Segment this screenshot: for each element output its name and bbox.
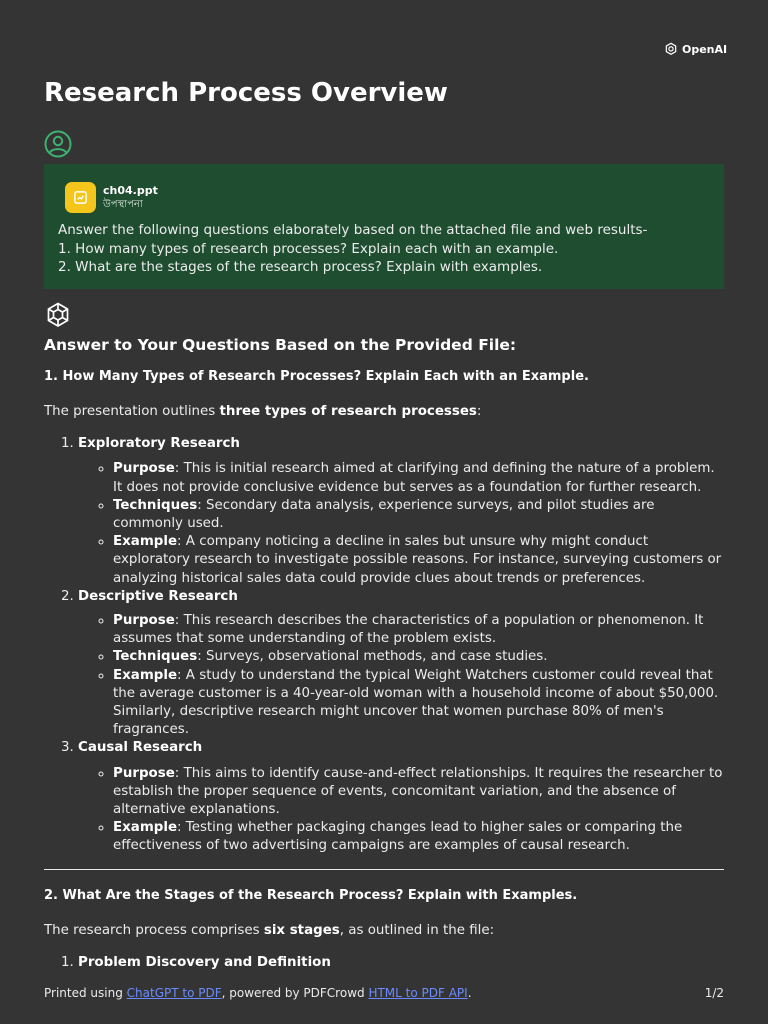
message-line: 1. How many types of research processes? Explain each with an example. xyxy=(58,240,559,257)
type-title: 3. Causal Research xyxy=(78,740,203,756)
presentation-file-icon xyxy=(65,182,96,213)
type-details xyxy=(78,612,724,739)
footer-text: , powered by PDFCrowd xyxy=(221,986,369,1000)
user-message xyxy=(44,164,724,289)
chatgpt-to-pdf-link[interactable]: ChatGPT to PDF xyxy=(126,986,222,1000)
file-type: উপস্থাপনা xyxy=(103,199,143,210)
file-attachment[interactable] xyxy=(65,182,158,213)
list-item xyxy=(78,435,724,588)
stage-title: 1. Problem Discovery and Definition xyxy=(78,954,331,970)
list-item xyxy=(78,588,724,740)
question-2-heading: 2. What Are the Stages of the Research Process? Explain with Examples. xyxy=(44,887,578,903)
list-item xyxy=(78,739,724,855)
question-1-heading: 1. How Many Types of Research Processes? Explain Each with an Example. xyxy=(44,369,589,384)
brand-label: OpenAI xyxy=(682,42,728,56)
assistant-answer xyxy=(44,335,724,979)
type-title: 1. Exploratory Research xyxy=(78,436,240,452)
detail-item: ◦ Example: A company noticing a decline in sales but unsure why might conduct exploratory research to investigate possible reasons. For instance, surveying customers or analyzing historical sales data could provide clues about trends or preferences. xyxy=(113,533,724,588)
openai-icon xyxy=(663,41,679,57)
html-to-pdf-api-link[interactable]: HTML to PDF API xyxy=(368,986,468,1000)
question-1-intro xyxy=(44,403,724,421)
type-title: 2. Descriptive Research xyxy=(78,588,238,604)
footer-text: Printed using xyxy=(44,986,127,1000)
message-line: Answer the following questions elaborately based on the attached file and web results- xyxy=(58,222,648,238)
openai-logo xyxy=(663,41,727,57)
print-footer xyxy=(44,986,724,1000)
detail-item: ◦ Purpose: This aims to identify cause-and-effect relationships. It requires the researcher to establish the proper sequence of events, concomitant variation, and the absence of alternative explanations. xyxy=(113,765,724,820)
page-number: 1/2 xyxy=(704,986,724,1000)
research-types-list xyxy=(44,435,724,855)
message-line: 2. What are the stages of the research process? Explain with examples. xyxy=(58,259,543,275)
detail-item: ◦ Example: A study to understand the typical Weight Watchers customer could reveal that the average customer is a 40-year-old woman with a household income of about $50,000. Similarly, descriptive research might uncover that women purchase 80% of men's fragrances. xyxy=(113,667,724,740)
intro-bold: three types of research processes xyxy=(219,404,477,419)
page-title: Research Process Overview xyxy=(44,78,448,108)
answer-heading: Answer to Your Questions Based on the Provided File: xyxy=(44,336,517,354)
intro-text: : xyxy=(476,404,482,419)
type-details xyxy=(78,460,724,587)
intro-bold: six stages xyxy=(263,922,340,938)
message-text xyxy=(58,221,647,277)
file-name: ch04.ppt xyxy=(103,184,158,197)
intro-text: The research process comprises xyxy=(44,922,264,938)
intro-text: , as outlined in the file: xyxy=(339,922,495,938)
chatgpt-icon xyxy=(44,301,72,329)
question-2-intro xyxy=(44,922,724,940)
detail-item: ◦ Purpose: This is initial research aimed at clarifying and defining the nature of a problem. It does not provide conclusive evidence but serves as a foundation for further research. xyxy=(113,460,724,496)
detail-item: ◦ Purpose: This research describes the characteristics of a population or phenomenon. It assumes that some understanding of the problem exists. xyxy=(113,612,724,648)
research-stages-list xyxy=(44,954,724,972)
user-avatar-icon xyxy=(44,130,72,158)
section-divider xyxy=(44,869,724,870)
intro-text: The presentation outlines xyxy=(44,404,220,419)
type-details xyxy=(78,765,724,856)
list-item xyxy=(78,954,724,972)
footer-text: . xyxy=(467,986,472,1000)
detail-item: ◦ Example: Testing whether packaging changes lead to higher sales or comparing the effectiveness of two advertising campaigns are examples of causal research. xyxy=(113,819,724,855)
detail-item: ◦ Techniques: Surveys, observational methods, and case studies. xyxy=(113,648,724,666)
detail-item: ◦ Techniques: Secondary data analysis, experience surveys, and pilot studies are commonly used. xyxy=(113,497,724,533)
